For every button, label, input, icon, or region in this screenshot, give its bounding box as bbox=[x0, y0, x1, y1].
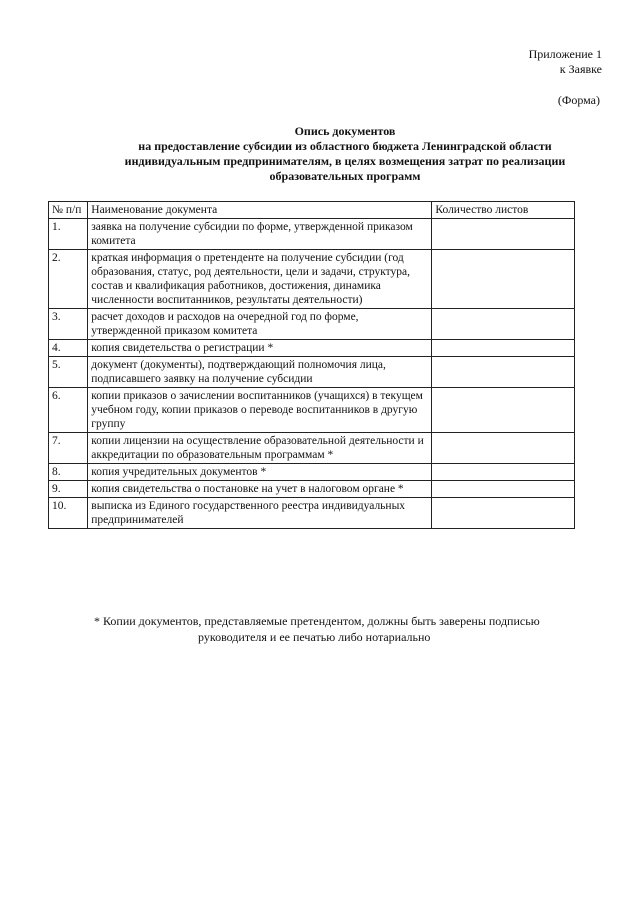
row-num: 3. bbox=[49, 309, 88, 340]
table-row bbox=[49, 357, 575, 388]
row-sheet-count bbox=[432, 498, 575, 529]
header-num: № п/п bbox=[49, 202, 88, 219]
row-document-name: копии приказов о зачислении воспитанников (учащихся) в текущем учебном году, копии приказов о переводе воспитанников в другую группу bbox=[88, 388, 432, 433]
table-row bbox=[49, 250, 575, 309]
row-num: 2. bbox=[49, 250, 88, 309]
row-document-name: документ (документы), подтверждающий полномочия лица, подписавшего заявку на получение субсидии bbox=[88, 357, 432, 388]
row-num: 9. bbox=[49, 481, 88, 498]
appendix-line-2: к Заявке bbox=[559, 62, 602, 76]
row-num: 10. bbox=[49, 498, 88, 529]
table-row bbox=[49, 388, 575, 433]
row-document-name: расчет доходов и расходов на очередной год по форме, утвержденной приказом комитета bbox=[88, 309, 432, 340]
table-row bbox=[49, 464, 575, 481]
appendix-label bbox=[529, 47, 602, 77]
table-row bbox=[49, 340, 575, 357]
row-sheet-count bbox=[432, 464, 575, 481]
title-line-1: Опись документов bbox=[294, 124, 396, 138]
row-document-name: краткая информация о претенденте на получение субсидии (год образования, статус, род деятельности, цели и задачи, структура, состав и квалификация работников, достижения, динамика численности воспитанников, результаты деятельности) bbox=[88, 250, 432, 309]
row-document-name: копия учредительных документов * bbox=[88, 464, 432, 481]
row-sheet-count bbox=[432, 250, 575, 309]
row-num: 5. bbox=[49, 357, 88, 388]
header-name: Наименование документа bbox=[88, 202, 432, 219]
document-title bbox=[100, 124, 590, 184]
row-sheet-count bbox=[432, 219, 575, 250]
documents-table bbox=[48, 201, 575, 529]
footnote-line-1: * Копии документов, представляемые претендентом, должны быть заверены подписью bbox=[94, 614, 540, 628]
row-document-name: копии лицензии на осуществление образовательной деятельности и аккредитации по образовательным программам * bbox=[88, 433, 432, 464]
footnote-line-2: руководителя и ее печатью либо нотариально bbox=[198, 630, 431, 644]
title-line-2: на предоставление субсидии из областного бюджета Ленинградской области bbox=[138, 139, 552, 153]
table-row bbox=[49, 433, 575, 464]
table-row bbox=[49, 219, 575, 250]
row-sheet-count bbox=[432, 388, 575, 433]
table-header-row bbox=[49, 202, 575, 219]
row-sheet-count bbox=[432, 481, 575, 498]
title-line-4: образовательных программ bbox=[269, 169, 421, 183]
row-sheet-count bbox=[432, 340, 575, 357]
row-document-name: копия свидетельства о постановке на учет в налоговом органе * bbox=[88, 481, 432, 498]
row-num: 4. bbox=[49, 340, 88, 357]
row-sheet-count bbox=[432, 309, 575, 340]
table-row bbox=[49, 481, 575, 498]
table-row bbox=[49, 309, 575, 340]
row-sheet-count bbox=[432, 357, 575, 388]
row-num: 1. bbox=[49, 219, 88, 250]
row-document-name: копия свидетельства о регистрации * bbox=[88, 340, 432, 357]
row-document-name: выписка из Единого государственного реестра индивидуальных предпринимателей bbox=[88, 498, 432, 529]
table-row bbox=[49, 498, 575, 529]
row-num: 6. bbox=[49, 388, 88, 433]
footnote bbox=[94, 613, 604, 645]
row-num: 8. bbox=[49, 464, 88, 481]
appendix-line-1: Приложение 1 bbox=[528, 47, 602, 61]
row-document-name: заявка на получение субсидии по форме, утвержденной приказом комитета bbox=[88, 219, 432, 250]
row-sheet-count bbox=[432, 433, 575, 464]
header-count: Количество листов bbox=[432, 202, 575, 219]
title-line-3: индивидуальным предпринимателям, в целях возмещения затрат по реализации bbox=[124, 154, 566, 168]
row-num: 7. bbox=[49, 433, 88, 464]
form-label: (Форма) bbox=[557, 93, 600, 107]
